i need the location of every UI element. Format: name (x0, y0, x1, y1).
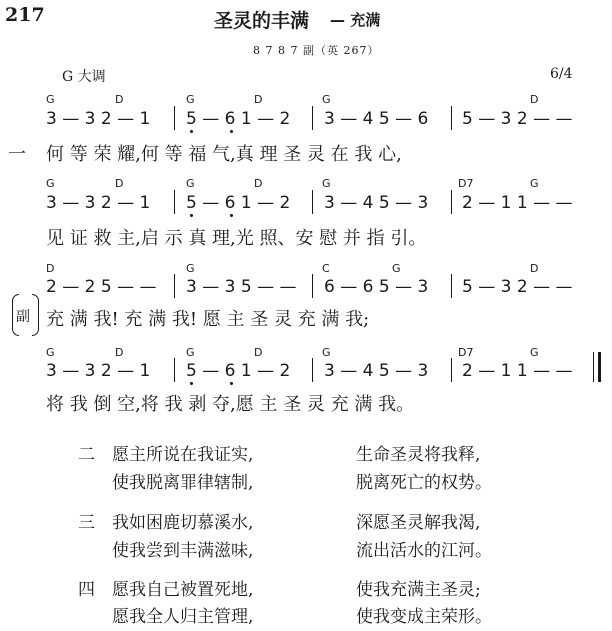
hymn-title: 圣灵的丰满 (214, 10, 310, 32)
verse-line: 愿我全人归主管理, (112, 607, 254, 627)
verse-line: 我如困鹿切慕溪水, (112, 513, 254, 533)
octave-dot (230, 382, 233, 385)
lyric-line: 何 等 荣 耀,何 等 福 气,真 理 圣 灵 在 我 心, (46, 144, 402, 165)
final-bar-line (593, 352, 594, 382)
chord: G (46, 93, 55, 106)
hymn-subtitle: — 充满 (330, 11, 381, 29)
verse-line: 深愿圣灵解我渴, (356, 513, 481, 533)
time-signature: 6/4 (550, 66, 573, 82)
octave-dot (230, 130, 233, 133)
verse-line: 流出活水的江河。 (356, 541, 492, 561)
chord: G (186, 346, 195, 359)
bar-line (312, 106, 313, 130)
chord: G (46, 177, 55, 190)
bar-line (312, 190, 313, 214)
chord: D (115, 346, 124, 359)
verse-line: 愿主所说在我证实, (112, 445, 254, 465)
chord: D (115, 177, 124, 190)
bar-line (451, 190, 452, 214)
verse-line: 脱离死亡的权势。 (356, 473, 492, 493)
bar-line (312, 274, 313, 298)
chord: G (530, 177, 539, 190)
octave-dot (230, 214, 233, 217)
chord: G (46, 346, 55, 359)
bar-line (174, 106, 175, 130)
notes-measure: 6 — 6 5 — 3 (324, 277, 429, 297)
notes-measure: 3 — 3 2 — 1 (46, 109, 151, 129)
bar-line (174, 274, 175, 298)
bar-line (451, 106, 452, 130)
bar-line (451, 358, 452, 382)
verse-number: 三 (78, 513, 95, 533)
notes-measure: 2 — 1 1 — — (462, 193, 573, 213)
notes-measure: 3 — 3 2 — 1 (46, 361, 151, 381)
notes-measure: 3 — 4 5 — 3 (324, 361, 429, 381)
bar-line (312, 358, 313, 382)
verse-line: 使我脱离罪律辖制, (112, 473, 254, 493)
octave-dot (190, 214, 193, 217)
refrain-label: 副 (16, 309, 30, 325)
lyric-line: 将 我 倒 空,将 我 剥 夺,愿 主 圣 灵 充 满 我。 (46, 394, 415, 415)
notes-measure: 3 — 4 5 — 6 (324, 109, 429, 129)
octave-dot (190, 382, 193, 385)
notes-measure: 2 — 2 5 — — (46, 277, 157, 297)
lyric-line: 充 满 我! 充 满 我! 愿 主 圣 灵 充 满 我; (46, 309, 370, 330)
chord: D (530, 262, 539, 275)
refrain-marker (14, 294, 34, 334)
verse-number: 一 (8, 144, 26, 165)
chord: G (186, 262, 195, 275)
chord: C (322, 262, 330, 275)
verse-line: 使我尝到丰满滋味, (112, 541, 254, 561)
notes-measure: 2 — 1 1 — — (462, 361, 573, 381)
notes-measure: 5 — 6 1 — 2 (186, 109, 291, 129)
verse-line: 生命圣灵将我释, (356, 445, 481, 465)
chord: G (530, 346, 539, 359)
notes-measure: 5 — 6 1 — 2 (186, 193, 291, 213)
meter-line: 8 7 8 7 副（英 267） (253, 44, 380, 57)
chord: G (186, 93, 195, 106)
verse-number: 四 (78, 580, 95, 600)
chord: D7 (458, 177, 474, 190)
chord: D7 (458, 346, 474, 359)
lyric-line: 见 证 救 主,启 示 真 理,光 照、安 慰 并 指 引。 (46, 228, 427, 249)
verse-number: 二 (78, 445, 95, 465)
octave-dot (190, 130, 193, 133)
notes-measure: 5 — 3 2 — — (462, 277, 573, 297)
notes-measure: 5 — 6 1 — 2 (186, 361, 291, 381)
key-signature: G 大调 (62, 69, 106, 85)
verse-line: 使我充满主圣灵; (356, 580, 481, 600)
verse-line: 使我变成主荣形。 (356, 607, 492, 627)
final-bar-line-thick (598, 352, 601, 382)
bar-line (174, 190, 175, 214)
chord: D (115, 93, 124, 106)
bar-line (451, 274, 452, 298)
chord: G (322, 346, 331, 359)
chord: G (322, 93, 331, 106)
chord: D (530, 93, 539, 106)
chord: G (392, 262, 401, 275)
notes-measure: 5 — 3 2 — — (462, 109, 573, 129)
hymn-number: 217 (5, 4, 45, 26)
chord: D (46, 262, 55, 275)
notes-measure: 3 — 3 5 — — (186, 277, 297, 297)
notes-measure: 3 — 3 2 — 1 (46, 193, 151, 213)
chord: G (322, 177, 331, 190)
notes-measure: 3 — 4 5 — 3 (324, 193, 429, 213)
chord: D (254, 346, 263, 359)
bar-line (174, 358, 175, 382)
chord: D (254, 177, 263, 190)
chord: G (186, 177, 195, 190)
verse-line: 愿我自己被置死地, (112, 580, 254, 600)
chord: D (254, 93, 263, 106)
